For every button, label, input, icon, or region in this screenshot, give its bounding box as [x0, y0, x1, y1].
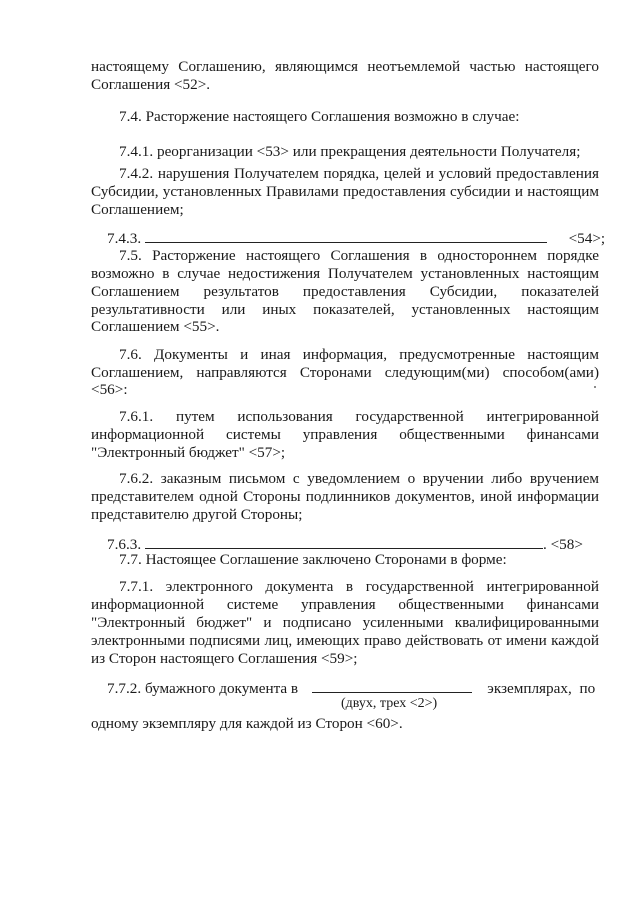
text-line: одному экземпляру для каждой из Сторон <60>. [91, 715, 403, 732]
text-line: <56>: [91, 381, 128, 398]
text-line: информационной системы управления общественными финансами [91, 426, 599, 443]
clause-7-5: 7.5. Расторжение настоящего Соглашения в одностороннем порядке [119, 247, 599, 264]
clause-7-4: 7.4. Расторжение настоящего Соглашения возможно в случае: [119, 108, 520, 125]
clause-number: 7.4.3. [107, 230, 142, 247]
clause-text: 7.7.2. бумажного документа в [107, 680, 299, 697]
clause-7-6-2: 7.6.2. заказным письмом с уведомлением о вручении либо вручением [119, 470, 599, 487]
fill-in-blank [312, 678, 472, 693]
text-line: электронными подписями лиц, имеющих право действовать от имени каждой [91, 632, 599, 649]
text-line: "Электронный бюджет" и подписано усиленными квалифицированными [91, 614, 599, 631]
text-line: "Электронный бюджет" <57>; [91, 444, 286, 461]
clause-7-4-2: 7.4.2. нарушения Получателем порядка, целей и условий предоставления [119, 165, 599, 182]
clause-7-6-1: 7.6.1. путем использования государственной интегрированной [119, 408, 599, 425]
text-line: Соглашения <52>. [91, 76, 211, 93]
text-line: Соглашением <55>. [91, 318, 220, 335]
text-line: Соглашением, направляются Сторонами следующим(ми) способом(ами) [91, 364, 599, 381]
clause-7-4-3 [107, 228, 605, 248]
text-line: возможно в случае недостижения Получателем установленных настоящим [91, 265, 599, 282]
text-line: результативности или иных показателей, установленных настоящим [91, 301, 599, 318]
text-line: Соглашением результатов предоставления Субсидии, показателей [91, 283, 599, 300]
text-line: представителем одной Стороны подлинников документов, иной информации [91, 488, 599, 505]
fill-in-blank [145, 534, 543, 549]
clause-text: экземплярах, по [487, 680, 596, 697]
clause-7-6: 7.6. Документы и иная информация, предусмотренные настоящим [119, 346, 599, 363]
fill-in-blank [145, 228, 547, 243]
blank-hint: (двух, трех <2>) [341, 696, 438, 711]
text-line: информационной системе управления общественными финансами [91, 596, 599, 613]
text-line: Соглашением; [91, 201, 184, 218]
scan-speck [594, 386, 596, 388]
text-line: настоящему Соглашению, являющимся неотъемлемой частью настоящего [91, 58, 599, 75]
clause-number: 7.6.3. [107, 536, 142, 553]
clause-7-7-1: 7.7.1. электронного документа в государственной интегрированной [119, 578, 599, 595]
text-line: из Сторон настоящего Соглашения <59>; [91, 650, 358, 667]
footnote-ref: . <58> [542, 536, 583, 553]
clause-7-7: 7.7. Настоящее Соглашение заключено Сторонами в форме: [119, 551, 507, 568]
clause-7-4-1: 7.4.1. реорганизации <53> или прекращения деятельности Получателя; [119, 143, 581, 160]
text-line: Субсидии, установленных Правилами предоставления субсидии и настоящим [91, 183, 599, 200]
footnote-ref: <54>; [568, 230, 606, 247]
text-line: представителю другой Стороны; [91, 506, 303, 523]
